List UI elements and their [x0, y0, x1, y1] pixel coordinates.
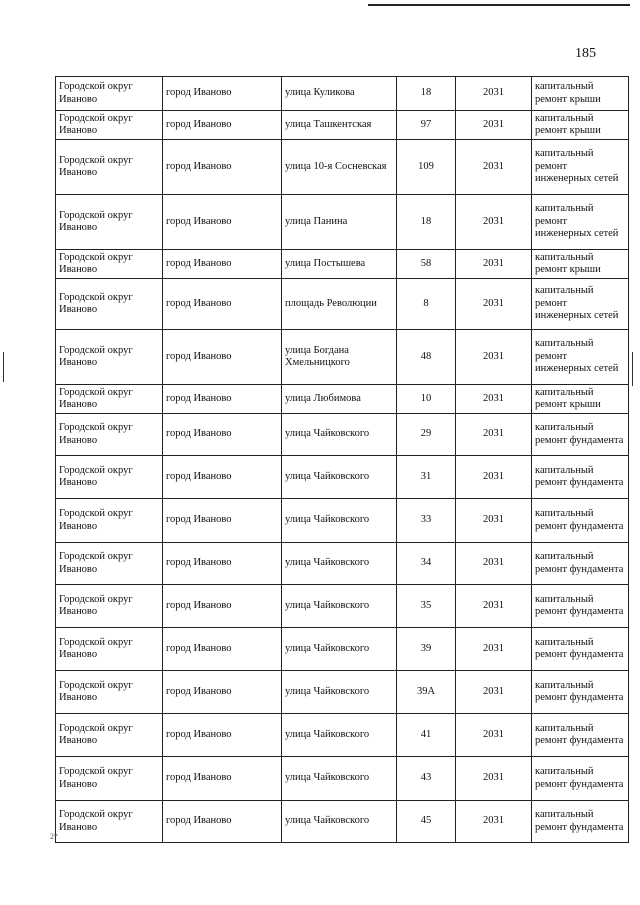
street-cell: улица Панина: [282, 195, 397, 250]
house-number-cell: 34: [397, 543, 456, 585]
work-type-cell: капитальный ремонт фундамента: [532, 628, 629, 671]
district-cell: Городской округ Иваново: [56, 757, 163, 801]
page-number: 185: [575, 46, 596, 61]
table-row: [56, 195, 629, 250]
house-number-cell: 10: [397, 385, 456, 414]
table-row: [56, 385, 629, 414]
table-row: [56, 543, 629, 585]
house-number-cell: 18: [397, 195, 456, 250]
table-row: [56, 757, 629, 801]
work-type-cell: капитальный ремонт крыши: [532, 250, 629, 279]
table-row: [56, 250, 629, 279]
street-cell: улица Богдана Хмельницкого: [282, 330, 397, 385]
city-cell: город Иваново: [163, 585, 282, 628]
city-cell: город Иваново: [163, 77, 282, 111]
city-cell: город Иваново: [163, 801, 282, 843]
table-row: [56, 414, 629, 456]
district-cell: Городской округ Иваново: [56, 628, 163, 671]
work-type-cell: капитальный ремонт фундамента: [532, 757, 629, 801]
city-cell: город Иваново: [163, 140, 282, 195]
work-type-cell: капитальный ремонт фундамента: [532, 543, 629, 585]
work-type-cell: капитальный ремонт фундамента: [532, 499, 629, 543]
house-number-cell: 31: [397, 456, 456, 499]
street-cell: улица Чайковского: [282, 543, 397, 585]
work-type-cell: капитальный ремонт фундамента: [532, 801, 629, 843]
city-cell: город Иваново: [163, 628, 282, 671]
work-type-cell: капитальный ремонт инженерных сетей: [532, 330, 629, 385]
city-cell: город Иваново: [163, 195, 282, 250]
street-cell: улица Чайковского: [282, 585, 397, 628]
street-cell: улица Любимова: [282, 385, 397, 414]
house-number-cell: 48: [397, 330, 456, 385]
year-cell: 2031: [456, 585, 532, 628]
work-type-cell: капитальный ремонт крыши: [532, 111, 629, 140]
district-cell: Городской округ Иваново: [56, 801, 163, 843]
work-type-cell: капитальный ремонт фундамента: [532, 414, 629, 456]
table-row: [56, 671, 629, 714]
street-cell: улица 10-я Сосневская: [282, 140, 397, 195]
district-cell: Городской округ Иваново: [56, 671, 163, 714]
table-body: [56, 77, 629, 843]
city-cell: город Иваново: [163, 385, 282, 414]
table-row: [56, 111, 629, 140]
city-cell: город Иваново: [163, 543, 282, 585]
year-cell: 2031: [456, 250, 532, 279]
city-cell: город Иваново: [163, 714, 282, 757]
year-cell: 2031: [456, 330, 532, 385]
district-cell: Городской округ Иваново: [56, 414, 163, 456]
year-cell: 2031: [456, 111, 532, 140]
table-row: [56, 585, 629, 628]
table-row: [56, 499, 629, 543]
year-cell: 2031: [456, 385, 532, 414]
year-cell: 2031: [456, 801, 532, 843]
district-cell: Городской округ Иваново: [56, 543, 163, 585]
street-cell: улица Ташкентская: [282, 111, 397, 140]
work-type-cell: капитальный ремонт фундамента: [532, 714, 629, 757]
street-cell: улица Чайковского: [282, 757, 397, 801]
year-cell: 2031: [456, 77, 532, 111]
year-cell: 2031: [456, 714, 532, 757]
repair-schedule-table: [55, 76, 629, 843]
district-cell: Городской округ Иваново: [56, 77, 163, 111]
work-type-cell: капитальный ремонт инженерных сетей: [532, 140, 629, 195]
street-cell: улица Чайковского: [282, 671, 397, 714]
house-number-cell: 33: [397, 499, 456, 543]
city-cell: город Иваново: [163, 111, 282, 140]
house-number-cell: 39: [397, 628, 456, 671]
city-cell: город Иваново: [163, 456, 282, 499]
district-cell: Городской округ Иваново: [56, 385, 163, 414]
house-number-cell: 97: [397, 111, 456, 140]
table-row: [56, 279, 629, 330]
work-type-cell: капитальный ремонт инженерных сетей: [532, 279, 629, 330]
district-cell: Городской округ Иваново: [56, 714, 163, 757]
district-cell: Городской округ Иваново: [56, 499, 163, 543]
house-number-cell: 8: [397, 279, 456, 330]
table-row: [56, 77, 629, 111]
street-cell: улица Чайковского: [282, 499, 397, 543]
street-cell: площадь Революции: [282, 279, 397, 330]
work-type-cell: капитальный ремонт крыши: [532, 385, 629, 414]
year-cell: 2031: [456, 140, 532, 195]
house-number-cell: 18: [397, 77, 456, 111]
street-cell: улица Куликова: [282, 77, 397, 111]
house-number-cell: 35: [397, 585, 456, 628]
street-cell: улица Постышева: [282, 250, 397, 279]
district-cell: Городской округ Иваново: [56, 140, 163, 195]
right-margin-mark: [632, 352, 633, 386]
city-cell: город Иваново: [163, 757, 282, 801]
district-cell: Городской округ Иваново: [56, 456, 163, 499]
house-number-cell: 45: [397, 801, 456, 843]
district-cell: Городской округ Иваново: [56, 330, 163, 385]
top-rule: [368, 4, 630, 6]
house-number-cell: 43: [397, 757, 456, 801]
year-cell: 2031: [456, 279, 532, 330]
table-row: [56, 628, 629, 671]
city-cell: город Иваново: [163, 330, 282, 385]
street-cell: улица Чайковского: [282, 628, 397, 671]
district-cell: Городской округ Иваново: [56, 279, 163, 330]
city-cell: город Иваново: [163, 499, 282, 543]
table-row: [56, 140, 629, 195]
corner-mark: 2*: [50, 832, 58, 841]
house-number-cell: 39А: [397, 671, 456, 714]
year-cell: 2031: [456, 456, 532, 499]
city-cell: город Иваново: [163, 671, 282, 714]
district-cell: Городской округ Иваново: [56, 585, 163, 628]
city-cell: город Иваново: [163, 279, 282, 330]
city-cell: город Иваново: [163, 250, 282, 279]
house-number-cell: 29: [397, 414, 456, 456]
house-number-cell: 58: [397, 250, 456, 279]
district-cell: Городской округ Иваново: [56, 250, 163, 279]
year-cell: 2031: [456, 628, 532, 671]
district-cell: Городской округ Иваново: [56, 111, 163, 140]
year-cell: 2031: [456, 757, 532, 801]
street-cell: улица Чайковского: [282, 714, 397, 757]
table-row: [56, 801, 629, 843]
year-cell: 2031: [456, 414, 532, 456]
house-number-cell: 41: [397, 714, 456, 757]
house-number-cell: 109: [397, 140, 456, 195]
street-cell: улица Чайковского: [282, 456, 397, 499]
work-type-cell: капитальный ремонт фундамента: [532, 585, 629, 628]
district-cell: Городской округ Иваново: [56, 195, 163, 250]
year-cell: 2031: [456, 543, 532, 585]
work-type-cell: капитальный ремонт крыши: [532, 77, 629, 111]
street-cell: улица Чайковского: [282, 801, 397, 843]
street-cell: улица Чайковского: [282, 414, 397, 456]
left-margin-mark: [3, 352, 4, 382]
year-cell: 2031: [456, 671, 532, 714]
work-type-cell: капитальный ремонт инженерных сетей: [532, 195, 629, 250]
year-cell: 2031: [456, 499, 532, 543]
table-row: [56, 714, 629, 757]
work-type-cell: капитальный ремонт фундамента: [532, 671, 629, 714]
table-row: [56, 330, 629, 385]
work-type-cell: капитальный ремонт фундамента: [532, 456, 629, 499]
city-cell: город Иваново: [163, 414, 282, 456]
table-row: [56, 456, 629, 499]
year-cell: 2031: [456, 195, 532, 250]
